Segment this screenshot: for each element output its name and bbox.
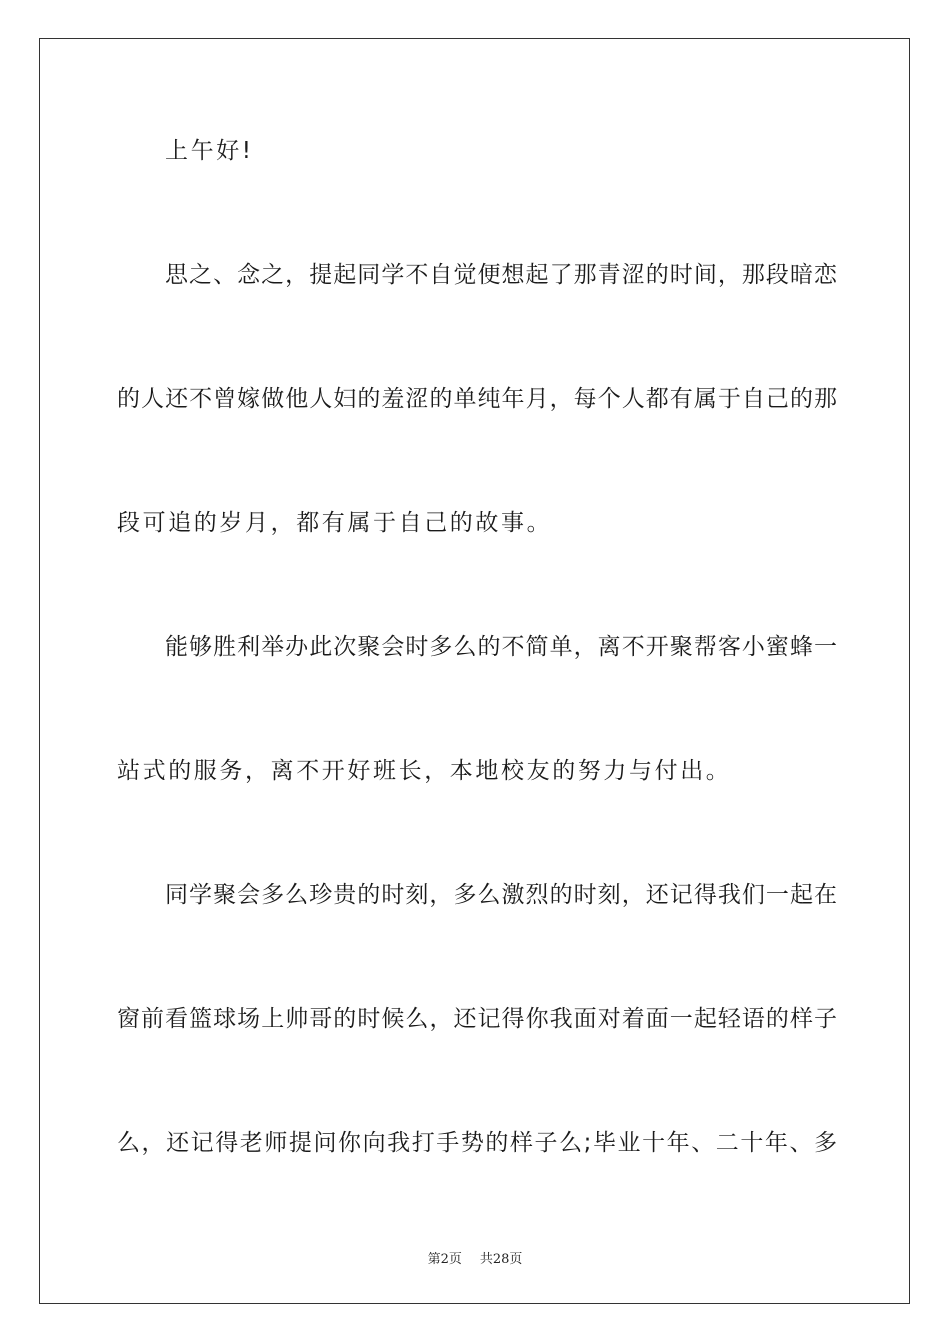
paragraph-1-line-1: 思之、念之，提起同学不自觉便想起了那青涩的时间，那段暗恋 bbox=[165, 262, 837, 288]
page-total: 共28页 bbox=[479, 1252, 523, 1267]
paragraph-3-line-1: 同学聚会多么珍贵的时刻，多么激烈的时刻，还记得我们一起在 bbox=[165, 882, 837, 908]
paragraph-3-line-3: 么，还记得老师提问你向我打手势的样子么;毕业十年、二十年、多 bbox=[117, 1130, 837, 1156]
paragraph-2-line-2: 站式的服务，离不开好班长，本地校友的努力与付出。 bbox=[117, 758, 732, 784]
paragraph-1-line-3: 段可追的岁月，都有属于自己的故事。 bbox=[117, 510, 553, 536]
paragraph-1-line-2: 的人还不曾嫁做他人妇的羞涩的单纯年月，每个人都有属于自己的那 bbox=[117, 386, 837, 412]
greeting-line: 上午好! bbox=[165, 138, 254, 164]
page-footer bbox=[0, 1248, 950, 1267]
page-number: 第2页 bbox=[427, 1252, 462, 1267]
page-border bbox=[39, 38, 910, 1304]
paragraph-3-line-2: 窗前看篮球场上帅哥的时候么，还记得你我面对着面一起轻语的样子 bbox=[117, 1006, 837, 1032]
paragraph-2-line-1: 能够胜利举办此次聚会时多么的不简单，离不开聚帮客小蜜蜂一 bbox=[165, 634, 837, 660]
